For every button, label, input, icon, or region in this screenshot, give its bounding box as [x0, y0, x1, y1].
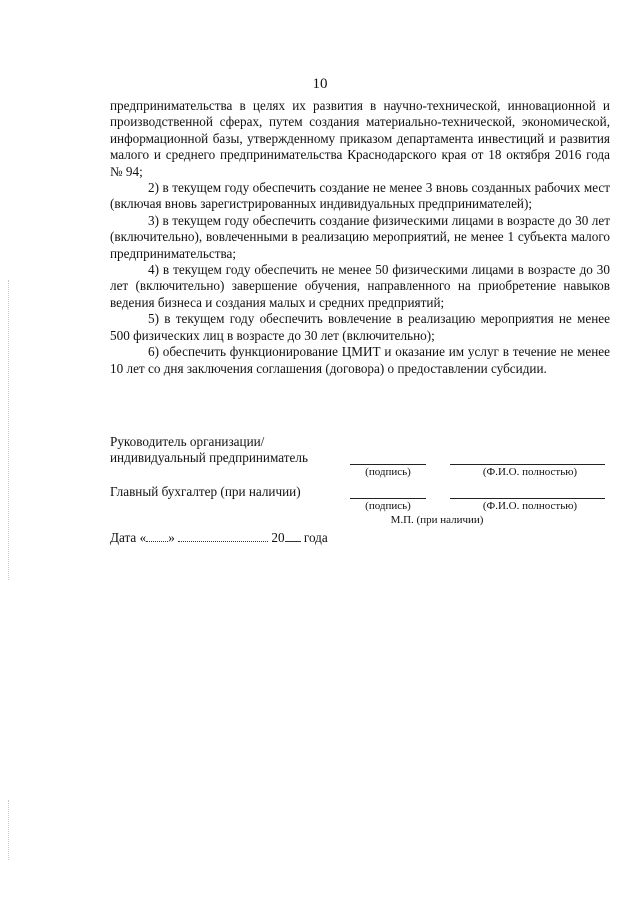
date-year-prefix: 20 — [271, 530, 285, 545]
date-year-blank — [285, 541, 301, 542]
seal-caption: М.П. (при наличии) — [390, 514, 484, 526]
accountant-signature-caption: (подпись) — [365, 500, 411, 512]
head-signature-caption: (подпись) — [365, 466, 411, 478]
accountant-name-caption: (Ф.И.О. полностью) — [482, 500, 578, 512]
paragraph-item-2: 2) в текущем году обеспечить создание не менее 3 вновь созданных рабочих мест (включая вновь зарегистрированных индивидуальных предпринимателей); — [110, 180, 610, 212]
date-day-blank — [146, 541, 168, 542]
date-mid: » — [168, 530, 175, 545]
paragraph-item-3: 3) в текущем году обеспечить создание физическими лицами в возрасте до 30 лет (включительно), вовлеченными в реализацию мероприятий, не менее 1 субъекта малого предпринимательства; — [110, 212, 610, 261]
date-suffix: года — [303, 530, 328, 545]
date-line — [110, 530, 328, 546]
head-name-line — [450, 464, 605, 465]
paragraph-item-6: 6) обеспечить функционирование ЦМИТ и оказание им услуг в течение не менее 10 лет со дня заключения соглашения (договора) о предоставлении субсидии. — [110, 344, 610, 376]
body-text — [110, 98, 610, 377]
paragraph-item-4: 4) в текущем году обеспечить не менее 50 физическими лицами в возрасте до 30 лет (включительно) завершение обучения, направленного на приобретение навыков ведения бизнеса и создания малых и средних предприятий; — [110, 262, 610, 310]
date-prefix: Дата « — [110, 530, 147, 545]
accountant-signature-line — [350, 498, 426, 499]
accountant-name-line — [450, 498, 605, 499]
paragraph-item-5: 5) в текущем году обеспечить вовлечение в реализацию мероприятия не менее 500 физических лиц в возрасте до 30 лет (включительно); — [110, 311, 610, 343]
accountant-label: Главный бухгалтер (при наличии) — [110, 484, 301, 499]
paragraph-continuation: предпринимательства в целях их развития в научно-технической, инновационной и производственной сферах, путем создания материально-технической, экономической, информационной базы, утвержденному приказом департамента инвестиций и развития малого и среднего предпринимательства Краснодарского края от 18 октября 2016 года № 94; — [110, 98, 610, 179]
date-month-blank — [178, 541, 268, 542]
head-label-line1: Руководитель организации/ — [110, 434, 265, 449]
page-number: 10 — [312, 76, 328, 92]
head-name-caption: (Ф.И.О. полностью) — [482, 466, 578, 478]
signature-block — [110, 434, 610, 564]
scan-margin-dots — [8, 800, 9, 860]
head-label-line2: индивидуальный предприниматель — [110, 450, 308, 465]
scan-margin-dots — [8, 280, 9, 580]
head-signature-line — [350, 464, 426, 465]
